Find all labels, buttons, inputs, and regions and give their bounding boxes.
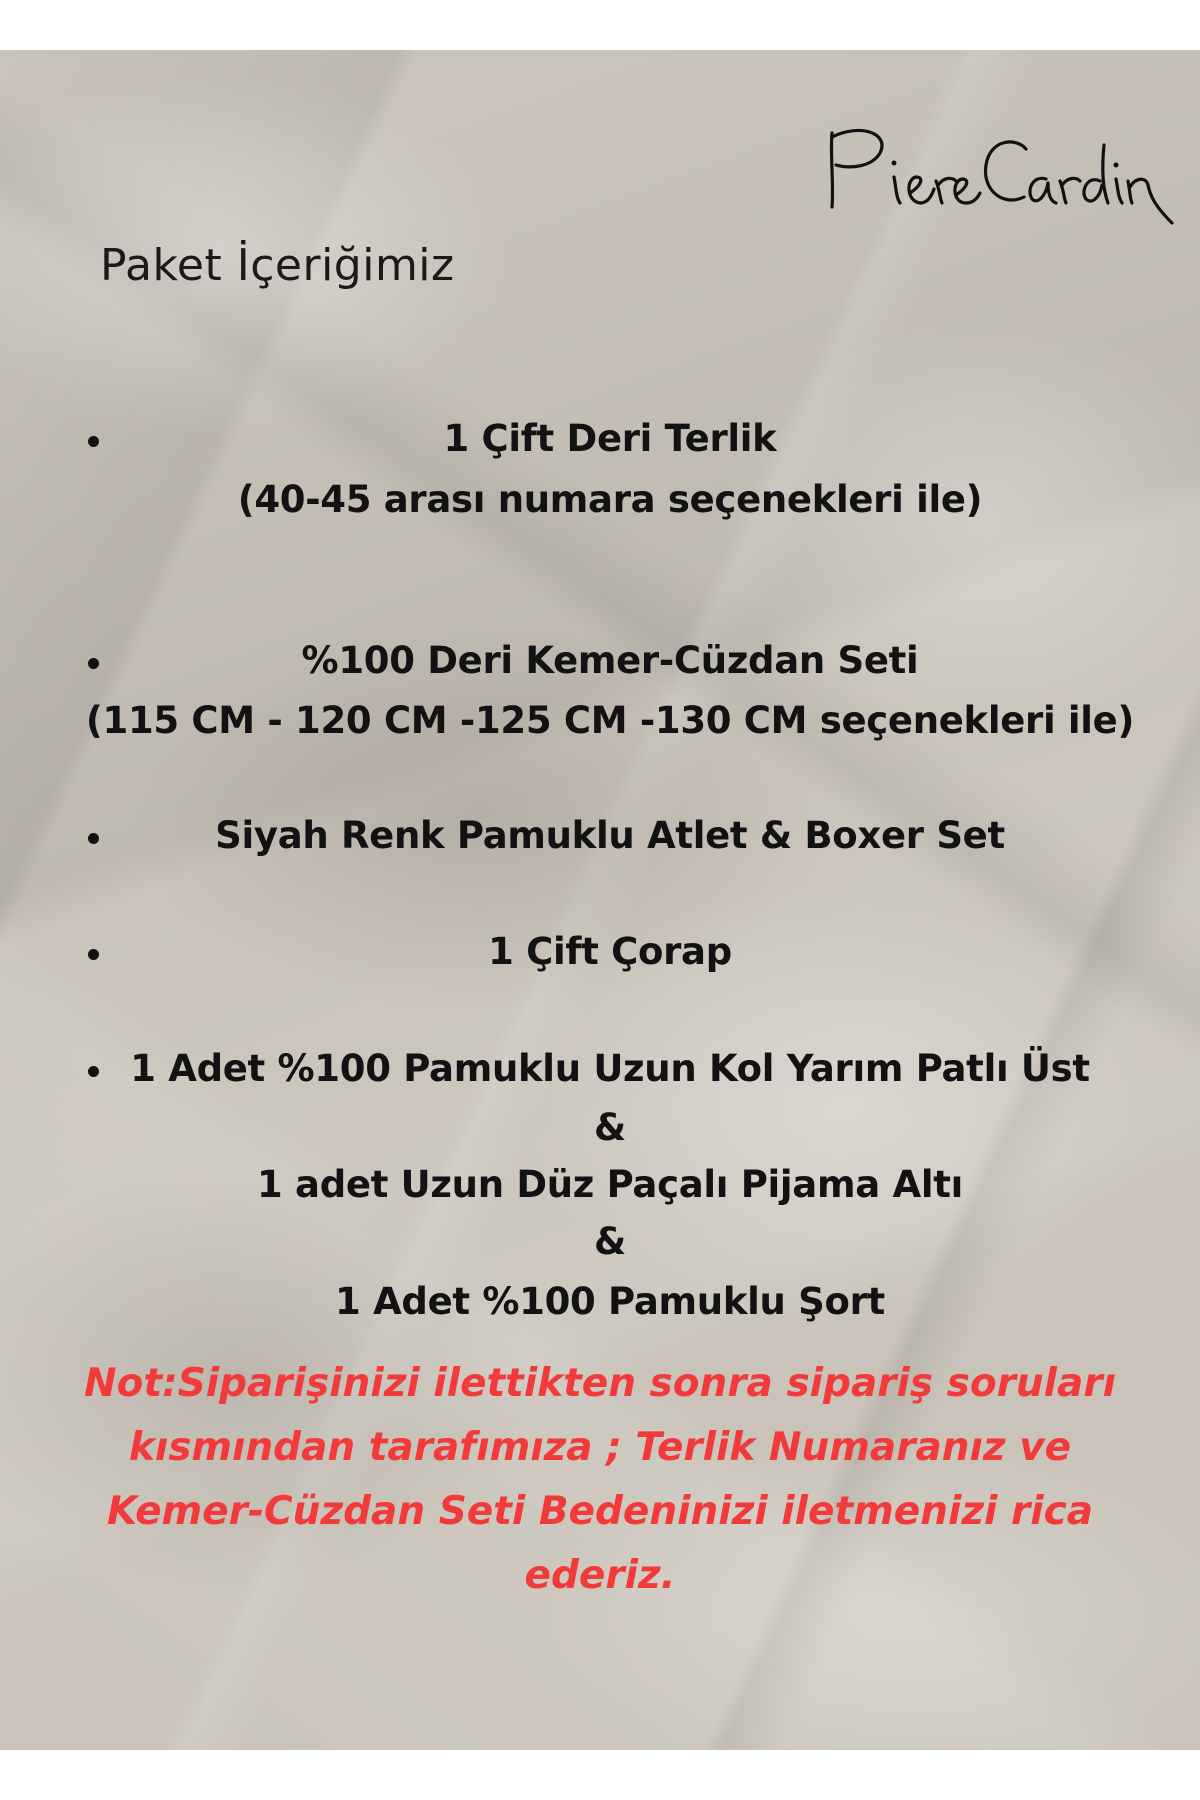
item-4-line-1: 1 Çift Çorap — [488, 930, 732, 973]
order-note: Not:Siparişinizi ilettikten sonra sipariş soruları kısmından tarafımıza ; Terlik Numaranız ve Kemer-Cüzdan Seti Bedeninizi iletmenizi rica ederiz. — [84, 1361, 1116, 1598]
item-2-line-2: (115 CM - 120 CM -125 CM -130 CM seçenekleri ile) — [85, 699, 1135, 742]
page-title: Paket İçeriğimiz — [100, 240, 455, 291]
item-1-line-2: (40-45 arası numara seçenekleri ile) — [237, 478, 983, 521]
item-5-line-5: 1 Adet %100 Pamuklu Şort — [335, 1280, 885, 1323]
item-3-line-1: Siyah Renk Pamuklu Atlet & Boxer Set — [215, 814, 1005, 857]
pierre-cardin-logo — [820, 115, 1175, 230]
item-5-line-4: & — [594, 1220, 626, 1263]
item-2-line-1: %100 Deri Kemer-Cüzdan Seti — [301, 639, 919, 682]
item-5-line-1: 1 Adet %100 Pamuklu Uzun Kol Yarım Patlı Üst — [130, 1047, 1090, 1090]
item-5-line-2: & — [594, 1106, 626, 1149]
item-1-line-1: 1 Çift Deri Terlik — [443, 417, 777, 460]
item-5-line-3: 1 adet Uzun Düz Paçalı Pijama Altı — [257, 1163, 963, 1206]
